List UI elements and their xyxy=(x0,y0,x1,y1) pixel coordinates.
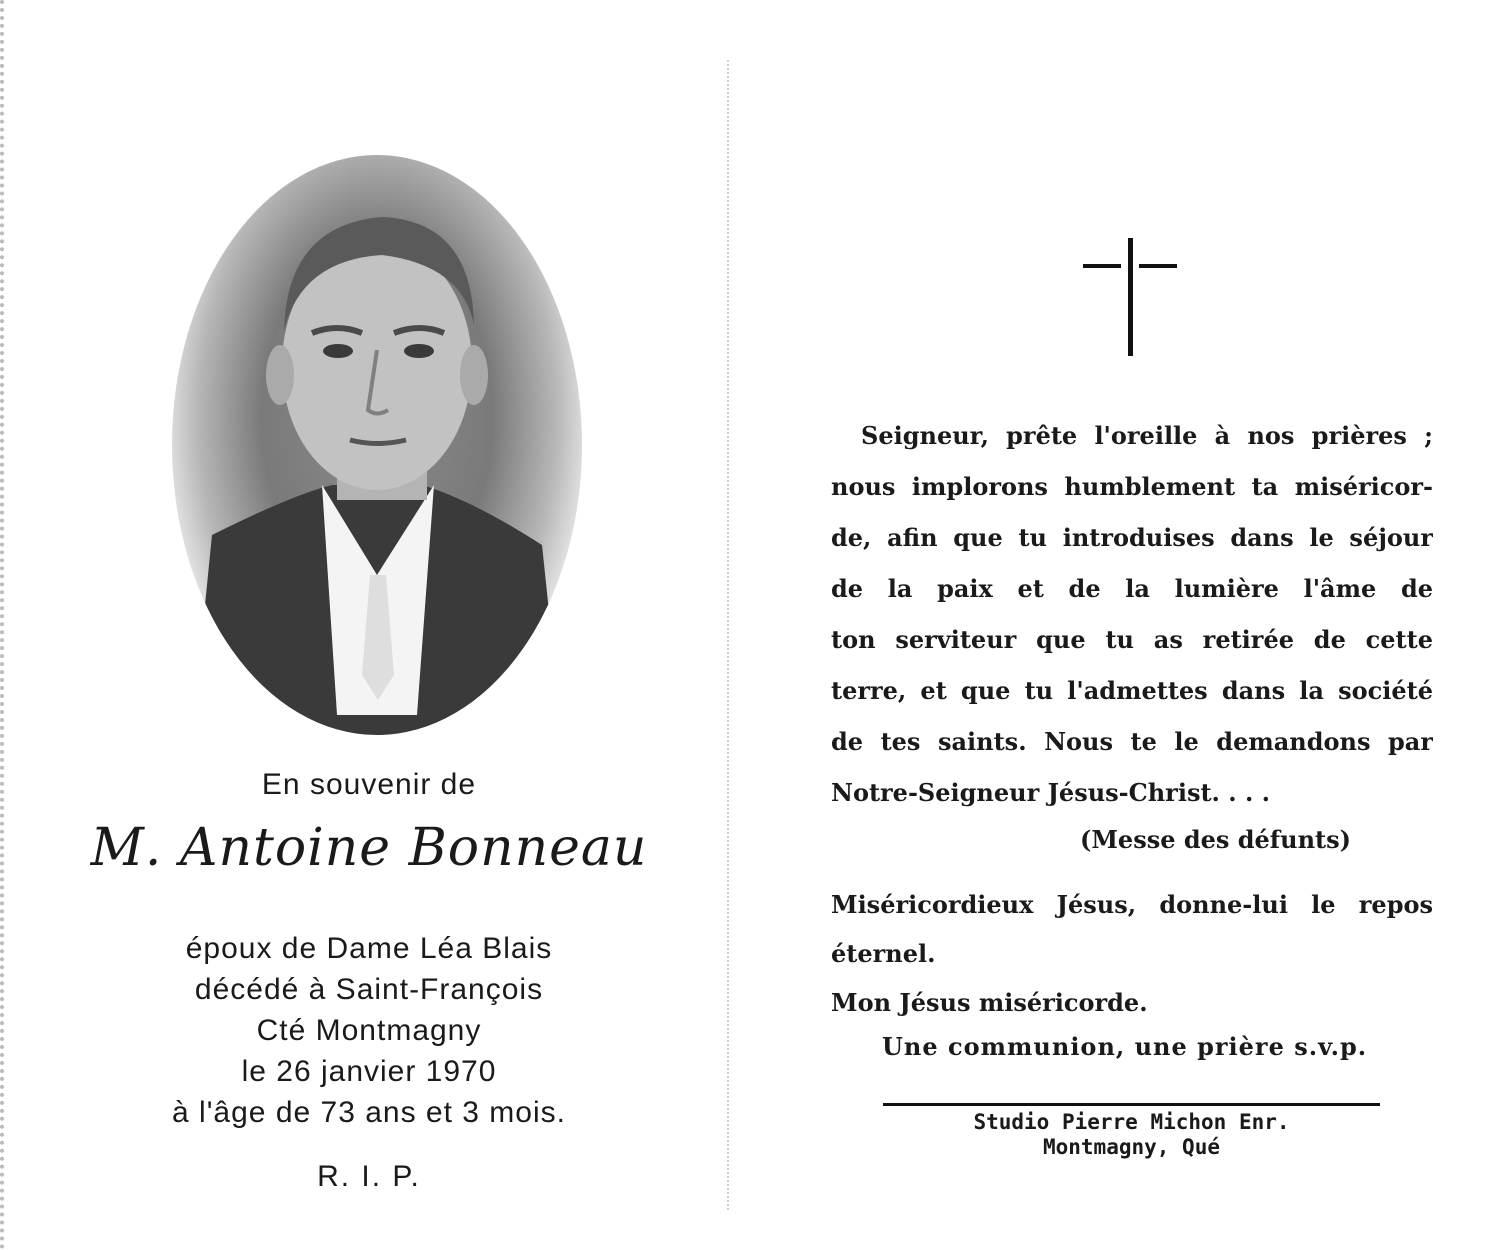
prayer-line: Seigneur, prête l'oreille à nos prières ; xyxy=(861,421,1433,450)
memorial-intro: En souvenir de xyxy=(261,768,477,801)
portrait-photo xyxy=(172,155,582,735)
invocation-text xyxy=(831,880,1433,1027)
studio-name: Studio Pierre Michon Enr. xyxy=(973,1110,1290,1134)
spouse-line: époux de Dame Léa Blais xyxy=(185,932,553,965)
divider xyxy=(883,1103,1380,1106)
prayer-line: de la paix et de la lumière l'âme de xyxy=(831,574,1433,603)
invocation-line: Miséricordieux Jésus, donne-lui le repos xyxy=(831,890,1433,919)
deceased-details xyxy=(4,928,734,1133)
prayer-line: de, afin que tu introduises dans le séjour xyxy=(831,523,1433,552)
studio-location: Montmagny, Qué xyxy=(1042,1135,1220,1159)
prayer-line: nous implorons humblement ta miséricor- xyxy=(831,472,1433,501)
prayer-source: (Messe des défunts) xyxy=(1080,825,1351,854)
county-line: Cté Montmagny xyxy=(256,1014,482,1047)
left-panel xyxy=(0,0,730,1250)
invocation-line: éternel. xyxy=(831,939,936,968)
date-of-death-line: le 26 janvier 1970 xyxy=(241,1055,497,1088)
deceased-name: M. Antoine Bonneau xyxy=(90,818,648,878)
prayer-line: de tes saints. Nous te le demandons par xyxy=(831,727,1433,756)
invocation-line: Mon Jésus miséricorde. xyxy=(831,988,1148,1017)
prayer-line: Notre-Seigneur Jésus-Christ. . . . xyxy=(831,778,1271,807)
age-line: à l'âge de 73 ans et 3 mois. xyxy=(172,1096,566,1129)
place-of-death-line: décédé à Saint-François xyxy=(194,973,544,1006)
studio-credit xyxy=(883,1110,1380,1160)
prayer-line: terre, et que tu l'admettes dans la société xyxy=(831,676,1433,705)
card-fold-line xyxy=(727,60,729,1210)
prayer-text xyxy=(831,410,1433,818)
rip-text: R. I. P. xyxy=(317,1160,421,1193)
prayer-line: ton serviteur que tu as retirée de cette xyxy=(831,625,1433,654)
prayer-request: Une communion, une prière s.v.p. xyxy=(882,1032,1368,1061)
portrait-figure xyxy=(172,155,582,735)
